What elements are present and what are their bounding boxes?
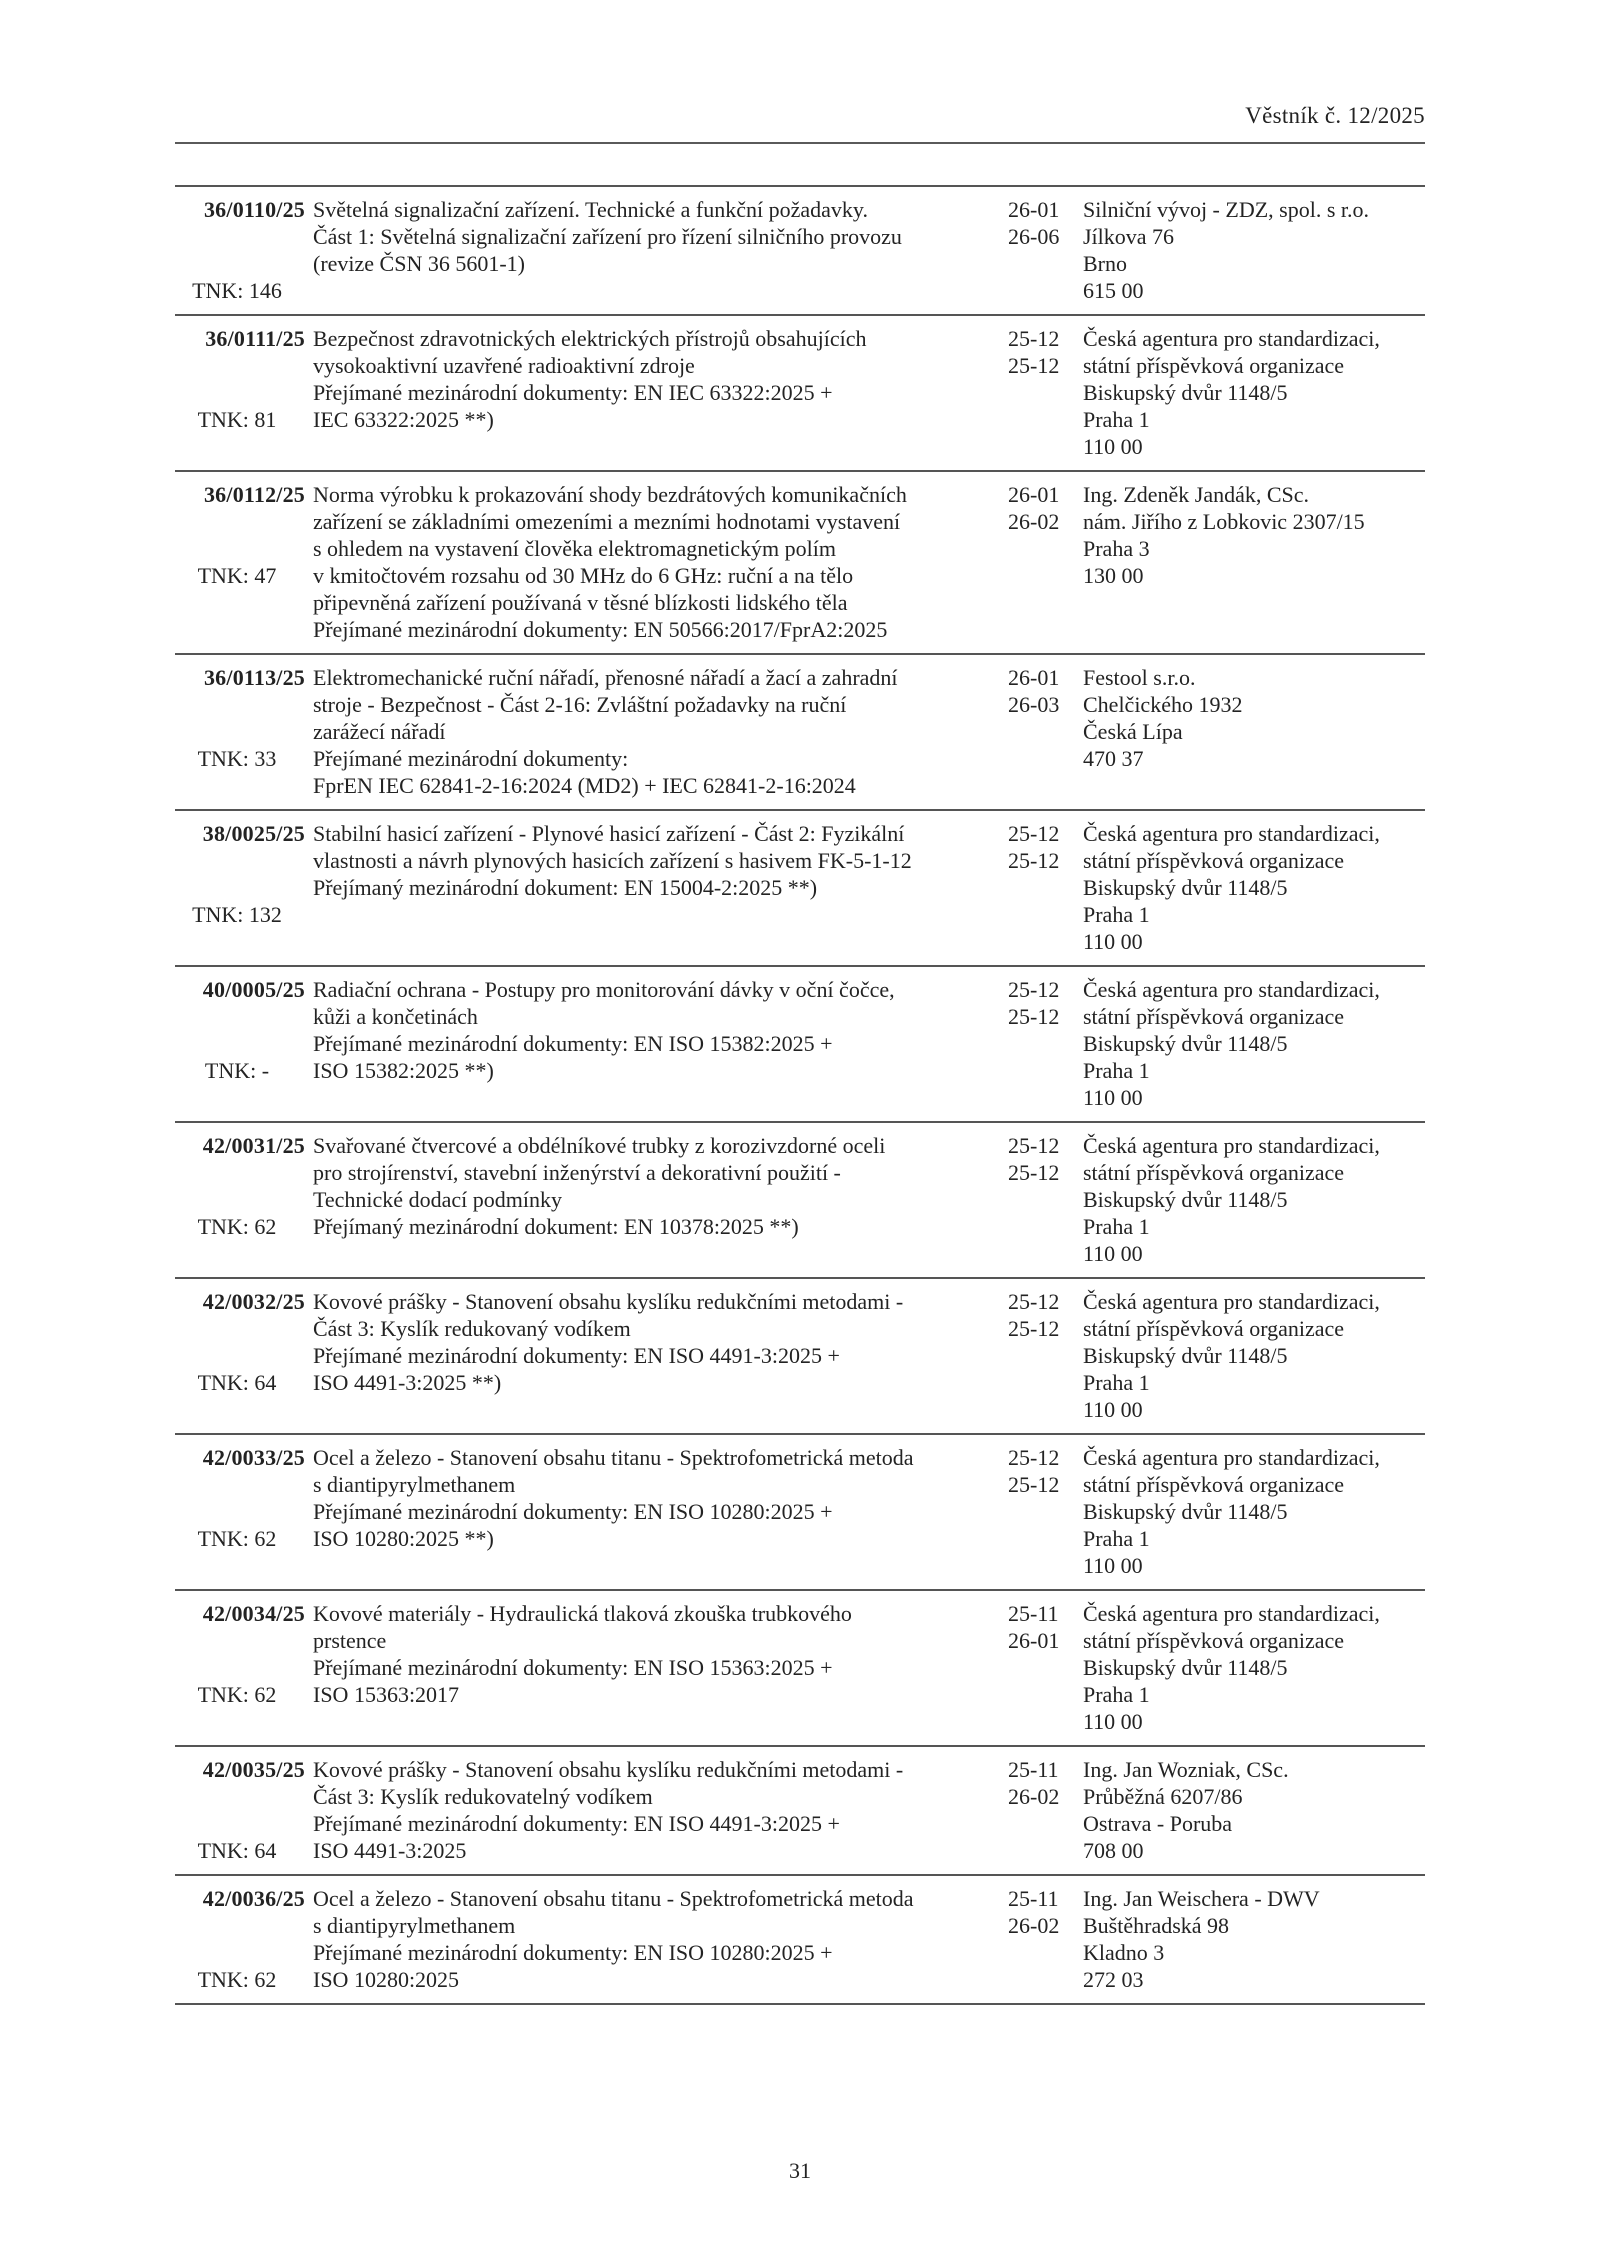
description-column-line: IEC 63322:2025 **) <box>313 407 494 432</box>
description-column-line: Přejímané mezinárodní dokumenty: EN IEC 63322:2025 + <box>313 380 833 405</box>
dates-column <box>1008 1756 1083 1864</box>
organization-column-line: 110 00 <box>1083 434 1143 459</box>
description-column-line: Přejímané mezinárodní dokumenty: EN ISO 10280:2025 + <box>313 1499 833 1524</box>
tnk-label: TNK: 62 <box>197 1682 277 1707</box>
dates-column <box>1008 1444 1083 1579</box>
header-rule <box>175 142 1425 144</box>
organization-column-line: státní příspěvková organizace <box>1083 353 1345 378</box>
table-row <box>175 1435 1425 1591</box>
organization-column-line: Praha 1 <box>1083 407 1150 432</box>
organization-column <box>1083 1288 1425 1423</box>
record-number: 36/0112/25 <box>203 482 305 507</box>
description-column-line: Přejímané mezinárodní dokumenty: <box>313 746 629 771</box>
record-number: 40/0005/25 <box>202 977 305 1002</box>
dates-column-line: 26-02 <box>1008 1784 1060 1809</box>
organization-column-line: Praha 1 <box>1083 902 1150 927</box>
organization-column-line: Brno <box>1083 251 1127 276</box>
standards-table <box>175 185 1425 2005</box>
dates-column <box>1008 1288 1083 1423</box>
description-column-line: Svařované čtvercové a obdélníkové trubky z korozivzdorné oceli <box>313 1133 886 1158</box>
organization-column-line: Praha 1 <box>1083 1526 1150 1551</box>
description-column-line: Přejímané mezinárodní dokumenty: EN ISO 10280:2025 + <box>313 1940 833 1965</box>
description-column-line: Přejímané mezinárodní dokumenty: EN ISO 4491-3:2025 + <box>313 1343 840 1368</box>
organization-column <box>1083 976 1425 1111</box>
record-number: 42/0034/25 <box>202 1601 305 1626</box>
id-column <box>175 1288 313 1423</box>
organization-column <box>1083 664 1425 799</box>
organization-column-line: státní příspěvková organizace <box>1083 1004 1345 1029</box>
description-column-line: prstence <box>313 1628 387 1653</box>
description-column-line: ISO 10280:2025 **) <box>313 1526 494 1551</box>
dates-column-line: 26-02 <box>1008 1913 1060 1938</box>
organization-column <box>1083 196 1425 304</box>
description-column-line: Kovové prášky - Stanovení obsahu kyslíku redukčními metodami - <box>313 1289 904 1314</box>
description-column <box>313 1756 1008 1864</box>
tnk-label: TNK: 64 <box>197 1838 277 1863</box>
description-column-line: zarážecí nářadí <box>313 719 446 744</box>
dates-column <box>1008 664 1083 799</box>
dates-column-line: 25-12 <box>1008 1316 1060 1341</box>
organization-column-line: státní příspěvková organizace <box>1083 1316 1345 1341</box>
description-column-line: Bezpečnost zdravotnických elektrických přístrojů obsahujících <box>313 326 867 351</box>
description-column <box>313 976 1008 1111</box>
organization-column-line: Biskupský dvůr 1148/5 <box>1083 380 1288 405</box>
organization-column-line: 708 00 <box>1083 1838 1144 1863</box>
organization-column-line: Jílkova 76 <box>1083 224 1175 249</box>
description-column-line: s diantipyrylmethanem <box>313 1913 516 1938</box>
description-column-line: (revize ČSN 36 5601-1) <box>313 251 526 276</box>
description-column <box>313 196 1008 304</box>
dates-column-line: 25-12 <box>1008 977 1060 1002</box>
organization-column-line: 110 00 <box>1083 1553 1143 1578</box>
table-row <box>175 472 1425 655</box>
tnk-label: TNK: 132 <box>192 902 282 927</box>
description-column-line: Část 1: Světelná signalizační zařízení pro řízení silničního provozu <box>313 224 902 249</box>
organization-column-line: Chelčického 1932 <box>1083 692 1243 717</box>
tnk-label: TNK: 81 <box>197 407 277 432</box>
description-column-line: Stabilní hasicí zařízení - Plynové hasicí zařízení - Část 2: Fyzikální <box>313 821 905 846</box>
description-column-line: ISO 4491-3:2025 **) <box>313 1370 502 1395</box>
id-column <box>175 1600 313 1735</box>
organization-column-line: 470 37 <box>1083 746 1144 771</box>
page-number: 31 <box>789 2158 811 2183</box>
tnk-label: TNK: 62 <box>197 1967 277 1992</box>
description-column <box>313 1600 1008 1735</box>
description-column-line: s diantipyrylmethanem <box>313 1472 516 1497</box>
id-column <box>175 481 313 643</box>
description-column-line: vlastnosti a návrh plynových hasicích zařízení s hasivem FK-5-1-12 <box>313 848 912 873</box>
description-column-line: Světelná signalizační zařízení. Technické a funkční požadavky. <box>313 197 868 222</box>
id-column <box>175 1885 313 1993</box>
tnk-label: TNK: 62 <box>197 1526 277 1551</box>
record-number: 42/0036/25 <box>202 1886 305 1911</box>
table-row <box>175 811 1425 967</box>
id-column <box>175 976 313 1111</box>
table-row <box>175 1123 1425 1279</box>
description-column-line: Kovové materiály - Hydraulická tlaková zkouška trubkového <box>313 1601 852 1626</box>
record-number: 38/0025/25 <box>202 821 305 846</box>
description-column-line: Elektromechanické ruční nářadí, přenosné nářadí a žací a zahradní <box>313 665 898 690</box>
organization-column <box>1083 820 1425 955</box>
tnk-label: TNK: 62 <box>197 1214 277 1239</box>
organization-column-line: Praha 3 <box>1083 536 1150 561</box>
dates-column-line: 25-12 <box>1008 326 1060 351</box>
description-column-line: Přejímaný mezinárodní dokument: EN 10378:2025 **) <box>313 1214 799 1239</box>
description-column-line: Norma výrobku k prokazování shody bezdrátových komunikačních <box>313 482 907 507</box>
dates-column <box>1008 1600 1083 1735</box>
dates-column <box>1008 820 1083 955</box>
organization-column-line: Česká Lípa <box>1083 719 1183 744</box>
dates-column-line: 25-12 <box>1008 1289 1060 1314</box>
organization-column <box>1083 325 1425 460</box>
organization-column-line: Biskupský dvůr 1148/5 <box>1083 875 1288 900</box>
description-column-line: s ohledem na vystavení člověka elektromagnetickým polím <box>313 536 836 561</box>
record-number: 42/0035/25 <box>202 1757 305 1782</box>
organization-column <box>1083 1885 1425 1993</box>
organization-column-line: Praha 1 <box>1083 1058 1150 1083</box>
dates-column <box>1008 481 1083 643</box>
description-column-line: ISO 4491-3:2025 <box>313 1838 467 1863</box>
description-column-line: v kmitočtovém rozsahu od 30 MHz do 6 GHz: ruční a na tělo <box>313 563 854 588</box>
organization-column-line: Česká agentura pro standardizaci, <box>1083 326 1380 351</box>
description-column <box>313 664 1008 799</box>
description-column-line: ISO 10280:2025 <box>313 1967 460 1992</box>
tnk-label: TNK: 33 <box>197 746 277 771</box>
description-column <box>313 820 1008 955</box>
organization-column-line: 615 00 <box>1083 278 1144 303</box>
organization-column-line: Kladno 3 <box>1083 1940 1165 1965</box>
organization-column-line: 110 00 <box>1083 1709 1143 1734</box>
description-column-line: Kovové prášky - Stanovení obsahu kyslíku redukčními metodami - <box>313 1757 904 1782</box>
description-column-line: Ocel a železo - Stanovení obsahu titanu - Spektrofometrická metoda <box>313 1445 914 1470</box>
organization-column <box>1083 1132 1425 1267</box>
organization-column-line: Ing. Zdeněk Jandák, CSc. <box>1083 482 1310 507</box>
dates-column <box>1008 976 1083 1111</box>
table-row <box>175 1279 1425 1435</box>
id-column <box>175 325 313 460</box>
description-column <box>313 325 1008 460</box>
dates-column-line: 25-11 <box>1008 1601 1059 1626</box>
dates-column-line: 25-12 <box>1008 353 1060 378</box>
description-column-line: pro strojírenství, stavební inženýrství a dekorativní použití - <box>313 1160 841 1185</box>
description-column <box>313 1288 1008 1423</box>
dates-column <box>1008 1885 1083 1993</box>
description-column-line: Přejímané mezinárodní dokumenty: EN ISO 4491-3:2025 + <box>313 1811 840 1836</box>
page-footer <box>175 2157 1425 2184</box>
table-row <box>175 1747 1425 1876</box>
organization-column-line: Biskupský dvůr 1148/5 <box>1083 1187 1288 1212</box>
description-column-line: ISO 15382:2025 **) <box>313 1058 494 1083</box>
table-row <box>175 1591 1425 1747</box>
organization-column-line: Česká agentura pro standardizaci, <box>1083 821 1380 846</box>
dates-column-line: 25-12 <box>1008 1133 1060 1158</box>
description-column <box>313 1444 1008 1579</box>
organization-column-line: Biskupský dvůr 1148/5 <box>1083 1343 1288 1368</box>
id-column <box>175 196 313 304</box>
organization-column <box>1083 1444 1425 1579</box>
organization-column-line: Festool s.r.o. <box>1083 665 1196 690</box>
description-column <box>313 1132 1008 1267</box>
description-column-line: ISO 15363:2017 <box>313 1682 460 1707</box>
organization-column-line: Biskupský dvůr 1148/5 <box>1083 1031 1288 1056</box>
dates-column-line: 25-12 <box>1008 1004 1060 1029</box>
description-column-line: Část 3: Kyslík redukovatelný vodíkem <box>313 1784 653 1809</box>
description-column-line: kůži a končetinách <box>313 1004 478 1029</box>
dates-column-line: 25-12 <box>1008 1445 1060 1470</box>
dates-column-line: 26-01 <box>1008 482 1060 507</box>
dates-column-line: 25-12 <box>1008 1472 1060 1497</box>
dates-column-line: 26-01 <box>1008 1628 1060 1653</box>
dates-column-line: 26-01 <box>1008 665 1060 690</box>
organization-column-line: Ing. Jan Weischera - DWV <box>1083 1886 1320 1911</box>
record-number: 36/0110/25 <box>203 197 305 222</box>
organization-column-line: 110 00 <box>1083 929 1143 954</box>
description-column-line: Přejímaný mezinárodní dokument: EN 15004-2:2025 **) <box>313 875 818 900</box>
description-column-line: zařízení se základními omezeními a mezními hodnotami vystavení <box>313 509 901 534</box>
id-column <box>175 1132 313 1267</box>
organization-column-line: Praha 1 <box>1083 1214 1150 1239</box>
organization-column-line: Buštěhradská 98 <box>1083 1913 1230 1938</box>
bulletin-title: Věstník č. 12/2025 <box>1245 103 1425 128</box>
description-column-line: Část 3: Kyslík redukovaný vodíkem <box>313 1316 631 1341</box>
dates-column-line: 25-12 <box>1008 848 1060 873</box>
description-column-line: Přejímané mezinárodní dokumenty: EN ISO 15382:2025 + <box>313 1031 833 1056</box>
organization-column-line: Biskupský dvůr 1148/5 <box>1083 1499 1288 1524</box>
id-column <box>175 1756 313 1864</box>
organization-column-line: státní příspěvková organizace <box>1083 1628 1345 1653</box>
description-column <box>313 481 1008 643</box>
organization-column-line: 130 00 <box>1083 563 1144 588</box>
description-column-line: vysokoaktivní uzavřené radioaktivní zdroje <box>313 353 695 378</box>
dates-column-line: 25-11 <box>1008 1757 1059 1782</box>
page-header <box>175 0 1425 130</box>
organization-column-line: Praha 1 <box>1083 1682 1150 1707</box>
organization-column <box>1083 481 1425 643</box>
tnk-label: TNK: 47 <box>197 563 277 588</box>
description-column-line: Přejímané mezinárodní dokumenty: EN ISO 15363:2025 + <box>313 1655 833 1680</box>
record-number: 42/0032/25 <box>202 1289 305 1314</box>
organization-column-line: Ostrava - Poruba <box>1083 1811 1233 1836</box>
organization-column-line: státní příspěvková organizace <box>1083 1160 1345 1185</box>
organization-column-line: nám. Jiřího z Lobkovic 2307/15 <box>1083 509 1365 534</box>
description-column-line: Radiační ochrana - Postupy pro monitorování dávky v oční čočce, <box>313 977 895 1002</box>
tnk-label: TNK: - <box>204 1058 270 1083</box>
organization-column-line: Biskupský dvůr 1148/5 <box>1083 1655 1288 1680</box>
organization-column-line: Průběžná 6207/86 <box>1083 1784 1243 1809</box>
organization-column-line: Česká agentura pro standardizaci, <box>1083 1445 1380 1470</box>
organization-column-line: Česká agentura pro standardizaci, <box>1083 1133 1380 1158</box>
record-number: 42/0033/25 <box>202 1445 305 1470</box>
dates-column-line: 25-12 <box>1008 821 1060 846</box>
record-number: 36/0111/25 <box>205 326 305 351</box>
organization-column-line: 110 00 <box>1083 1085 1143 1110</box>
dates-column-line: 26-03 <box>1008 692 1060 717</box>
dates-column-line: 25-12 <box>1008 1160 1060 1185</box>
organization-column <box>1083 1600 1425 1735</box>
organization-column-line: 110 00 <box>1083 1397 1143 1422</box>
description-column-line: připevněná zařízení používaná v těsné blízkosti lidského těla <box>313 590 848 615</box>
table-row <box>175 187 1425 316</box>
organization-column-line: Česká agentura pro standardizaci, <box>1083 977 1380 1002</box>
table-row <box>175 655 1425 811</box>
organization-column-line: státní příspěvková organizace <box>1083 1472 1345 1497</box>
dates-column-line: 26-01 <box>1008 197 1060 222</box>
description-column-line: Technické dodací podmínky <box>313 1187 562 1212</box>
record-number: 36/0113/25 <box>203 665 305 690</box>
id-column <box>175 820 313 955</box>
id-column <box>175 664 313 799</box>
id-column <box>175 1444 313 1579</box>
tnk-label: TNK: 64 <box>197 1370 277 1395</box>
organization-column-line: Česká agentura pro standardizaci, <box>1083 1289 1380 1314</box>
dates-column-line: 25-11 <box>1008 1886 1059 1911</box>
description-column-line: FprEN IEC 62841-2-16:2024 (MD2) + IEC 62841-2-16:2024 <box>313 773 856 798</box>
organization-column <box>1083 1756 1425 1864</box>
organization-column-line: 272 03 <box>1083 1967 1144 1992</box>
organization-column-line: 110 00 <box>1083 1241 1143 1266</box>
dates-column <box>1008 325 1083 460</box>
organization-column-line: Praha 1 <box>1083 1370 1150 1395</box>
dates-column <box>1008 196 1083 304</box>
table-row <box>175 1876 1425 2005</box>
organization-column-line: Česká agentura pro standardizaci, <box>1083 1601 1380 1626</box>
record-number: 42/0031/25 <box>202 1133 305 1158</box>
table-row <box>175 316 1425 472</box>
dates-column-line: 26-02 <box>1008 509 1060 534</box>
dates-column <box>1008 1132 1083 1267</box>
organization-column-line: Silniční vývoj - ZDZ, spol. s r.o. <box>1083 197 1369 222</box>
description-column-line: Ocel a železo - Stanovení obsahu titanu - Spektrofometrická metoda <box>313 1886 914 1911</box>
description-column <box>313 1885 1008 1993</box>
dates-column-line: 26-06 <box>1008 224 1060 249</box>
organization-column-line: Ing. Jan Wozniak, CSc. <box>1083 1757 1289 1782</box>
description-column-line: Přejímané mezinárodní dokumenty: EN 50566:2017/FprA2:2025 <box>313 617 888 642</box>
description-column-line: stroje - Bezpečnost - Část 2-16: Zvláštní požadavky na ruční <box>313 692 847 717</box>
table-row <box>175 967 1425 1123</box>
tnk-label: TNK: 146 <box>192 278 282 303</box>
organization-column-line: státní příspěvková organizace <box>1083 848 1345 873</box>
